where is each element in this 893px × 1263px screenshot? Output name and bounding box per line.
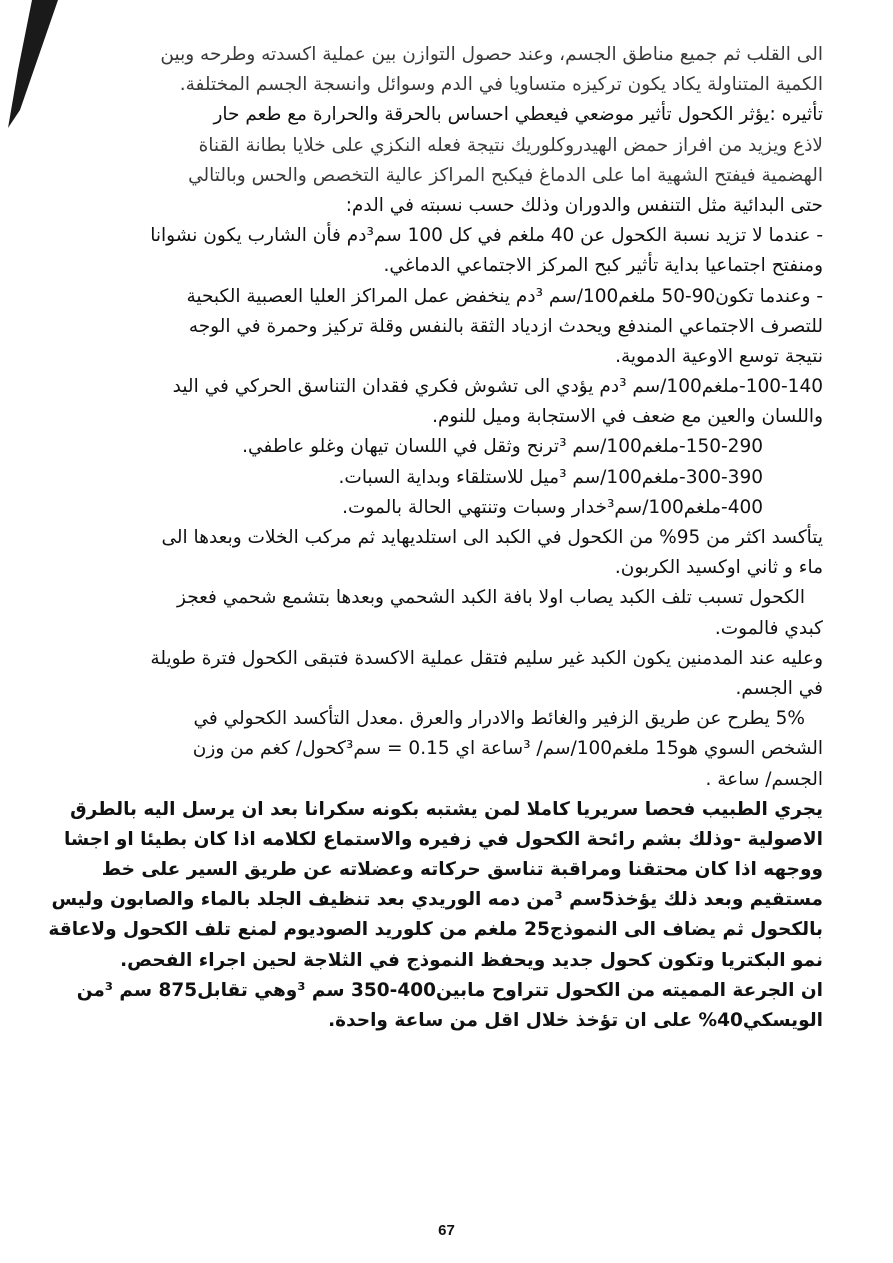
text-line: تأثيره :يؤثر الكحول تأثير موضعي فيعطي احساس بالحرقة والحرارة مع طعم حار — [213, 104, 823, 126]
text-line: يجري الطبيب فحصا سريريا كاملا لمن يشتبه بكونه سكرانا بعد ان يرسل اليه بالطرق — [70, 798, 823, 820]
page-number: 67 — [438, 1222, 455, 1239]
text-line: 5% يطرح عن طريق الزفير والغائط والادرار والعرق .معدل التأكسد الكحولي في — [193, 708, 805, 730]
text-line: ووجهه اذا كان محتقنا ومراقبة تناسق حركاته وعضلاته عن طريق السير على خط — [101, 859, 823, 881]
text-line: الشخص السوي هو15 ملغم100/سم/ ³ساعة اي 0.15 = سم³كحول/ كغم من وزن — [192, 738, 823, 760]
document-page — [30, 40, 845, 1036]
text-line: 100-140-ملغم100/سم ³دم يؤدي الى تشوش فكري فقدان التناسق الحركي في اليد — [172, 376, 823, 398]
text-line: وعليه عند المدمنين يكون الكبد غير سليم فتقل عملية الاكسدة فتبقى الكحول فترة طويلة — [150, 647, 823, 669]
text-line: الاصولية -وذلك بشم رائحة الكحول في زفيره والاستماع لكلامه اذا كان بطيئا او اجشا — [63, 828, 823, 850]
text-line: حتى البدائية مثل التنفس والدوران وذلك حسب نسبته في الدم: — [345, 194, 823, 216]
text-line: 400-ملغم100/سم³خدار وسبات وتنتهي الحالة بالموت. — [342, 496, 763, 518]
text-line: للتصرف الاجتماعي المندفع ويحدث ازدياد الثقة بالنفس وقلة تركيز وحمرة في الوجه — [188, 315, 823, 337]
text-line: نمو البكتريا وتكون كحول جديد ويحفظ النموذج في الثلاجة لحين اجراء الفحص. — [120, 949, 823, 971]
text-line: الويسكي40% على ان تؤخذ خلال اقل من ساعة واحدة. — [328, 1010, 823, 1031]
text-line: كبدي فالموت. — [714, 617, 823, 639]
text-line: ان الجرعة المميته من الكحول تتراوح مابين400-350 سم ³وهي تقابل875 سم ³من — [76, 979, 823, 1001]
text-line: يتأكسد اكثر من 95% من الكحول في الكبد الى استلديهايد ثم مركب الخلات وبعدها الى — [161, 527, 823, 548]
text-line: مستقيم وبعد ذلك يؤخذ5سم ³من دمه الوريدي بعد تنظيف الجلد بالماء والصابون وليس — [51, 889, 823, 911]
text-line: ماء و ثاني اوكسيد الكربون. — [614, 557, 823, 579]
text-line: الكحول تسبب تلف الكبد يصاب اولا بافة الكبد الشحمي وبعدها بتشمع شحمي فعجز — [176, 587, 805, 609]
text-line: ومنفتح اجتماعيا بداية تأثير كبح المركز الاجتماعي الدماغي. — [383, 255, 823, 277]
text-line: - عندما لا تزيد نسبة الكحول عن 40 ملغم في كل 100 سم³دم فأن الشارب يكون نشوانا — [150, 225, 823, 247]
text-line: الى القلب ثم جميع مناطق الجسم، وعند حصول التوازن بين عملية اكسدته وطرحه وبين — [160, 44, 823, 65]
text-line: واللسان والعين مع ضعف في الاستجابة وميل للنوم. — [432, 406, 823, 428]
text-line: الهضمية فيفتح الشهية اما على الدماغ فيكبح المراكز عالية التخصص والحس وبالتالي — [188, 164, 823, 186]
text-line: 150-290-ملغم100/سم ³ترنح وثقل في اللسان تيهان وغلو عاطفي. — [242, 436, 763, 458]
text-line: - وعندما تكون90-50 ملغم100/سم ³دم ينخفض عمل المراكز العليا العصبية الكبحية — [186, 285, 823, 307]
text-line: الكمية المتناولة يكاد يكون تركيزه متساويا في الدم وسوائل وانسجة الجسم المختلفة. — [179, 74, 823, 96]
text-line: في الجسم. — [735, 677, 823, 699]
text-line: نتيجة توسع الاوعية الدموية. — [615, 345, 823, 367]
text-line: لاذع ويزيد من افراز حمض الهيدروكلوريك نتيجة فعله النكزي على خلايا بطانة القناة — [198, 134, 823, 156]
text-line: الجسم/ ساعة . — [705, 768, 823, 790]
text-line: بالكحول ثم يضاف الى النموذج25 ملغم من كلوريد الصوديوم لمنع تلف الكحول ولاعاقة — [48, 919, 823, 941]
text-line: 300-390-ملغم100/سم ³ميل للاستلقاء وبداية السبات. — [338, 466, 763, 488]
